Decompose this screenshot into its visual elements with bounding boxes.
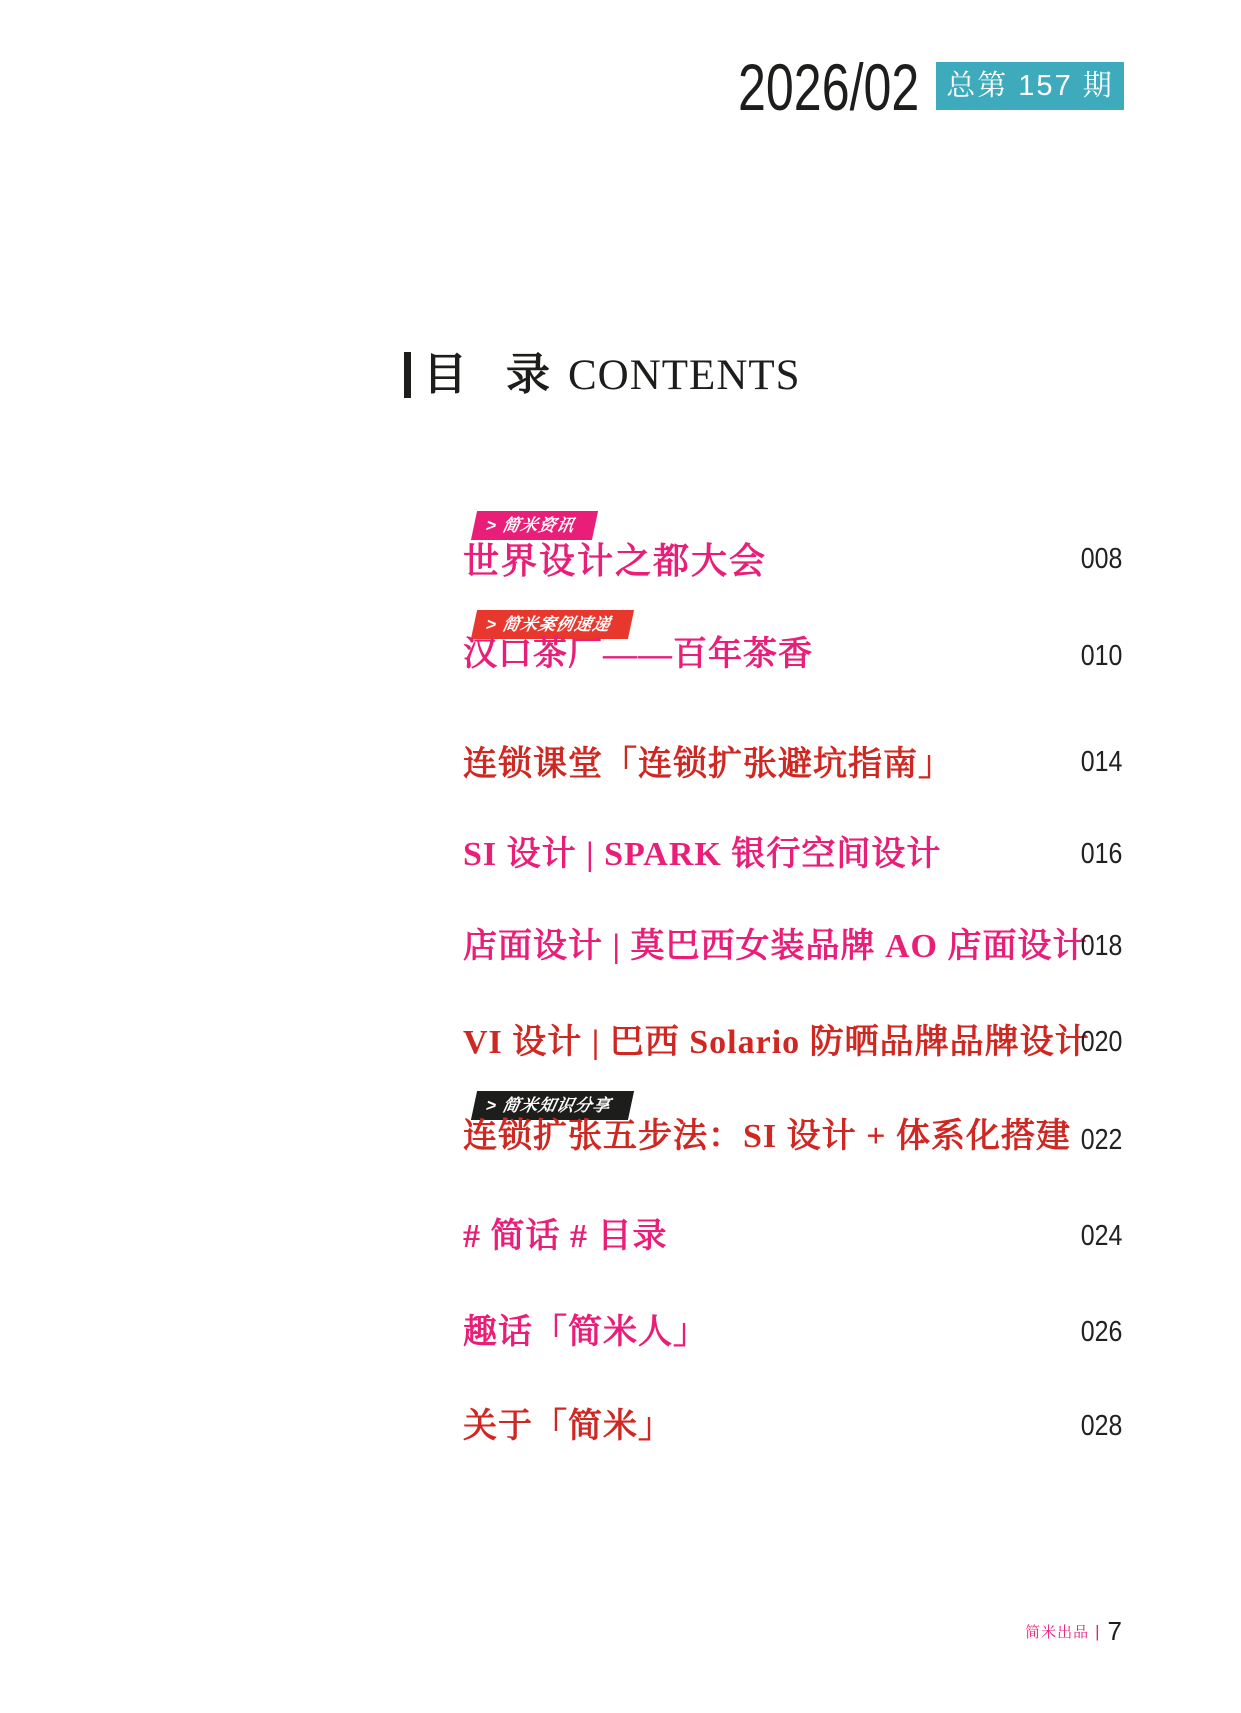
page-number: 020 xyxy=(1080,1026,1122,1058)
section-badge-cases: > 简米案例速递 xyxy=(471,610,634,639)
page-number: 016 xyxy=(1080,838,1122,870)
page-number: 028 xyxy=(1080,1410,1122,1442)
toc-title-chinese: 目 录 xyxy=(423,350,564,399)
toc-item-title: 世界设计之都大会 xyxy=(463,540,768,581)
toc-title-english: CONTENTS xyxy=(568,351,801,399)
page-footer xyxy=(1025,1616,1122,1647)
toc-item-title: 连锁课堂「连锁扩张避坑指南」 xyxy=(463,746,953,783)
folio-page-number: 7 xyxy=(1107,1616,1122,1646)
page-number: 014 xyxy=(1080,746,1122,778)
page-number: 008 xyxy=(1080,543,1122,575)
section-badge-knowledge: > 简米知识分享 xyxy=(471,1091,634,1120)
toc-heading xyxy=(404,352,801,398)
issue-number-badge: 总第 157 期 xyxy=(936,62,1124,110)
toc-item-title: 趣话「简米人」 xyxy=(463,1314,708,1351)
section-badge-news: > 简米资讯 xyxy=(471,511,598,540)
page-number: 018 xyxy=(1080,930,1122,962)
toc-item-title: 连锁扩张五步法：SI 设计 + 体系化搭建 xyxy=(463,1118,1072,1155)
page-number: 022 xyxy=(1080,1124,1122,1156)
toc-item-title: 关于「简米」 xyxy=(463,1408,673,1445)
page-number: 010 xyxy=(1080,640,1122,672)
toc-item-title: SI 设计 | SPARK 银行空间设计 xyxy=(463,836,942,873)
toc-item-title: VI 设计 | 巴西 Solario 防晒品牌品牌设计 xyxy=(463,1024,1090,1061)
footer-divider: | xyxy=(1095,1621,1100,1641)
toc-item-title: 店面设计 | 莫巴西女装品牌 AO 店面设计 xyxy=(463,928,1088,965)
heading-bar xyxy=(404,352,411,398)
toc-item-title: # 简话 # 目录 xyxy=(463,1218,668,1255)
publisher-label: 简米出品 xyxy=(1025,1624,1090,1641)
issue-date: 2026/02 xyxy=(738,50,920,124)
page-number: 024 xyxy=(1080,1220,1122,1252)
toc-item-title: 汉口茶厂——百年茶香 xyxy=(463,636,813,673)
page-number: 026 xyxy=(1080,1316,1122,1348)
